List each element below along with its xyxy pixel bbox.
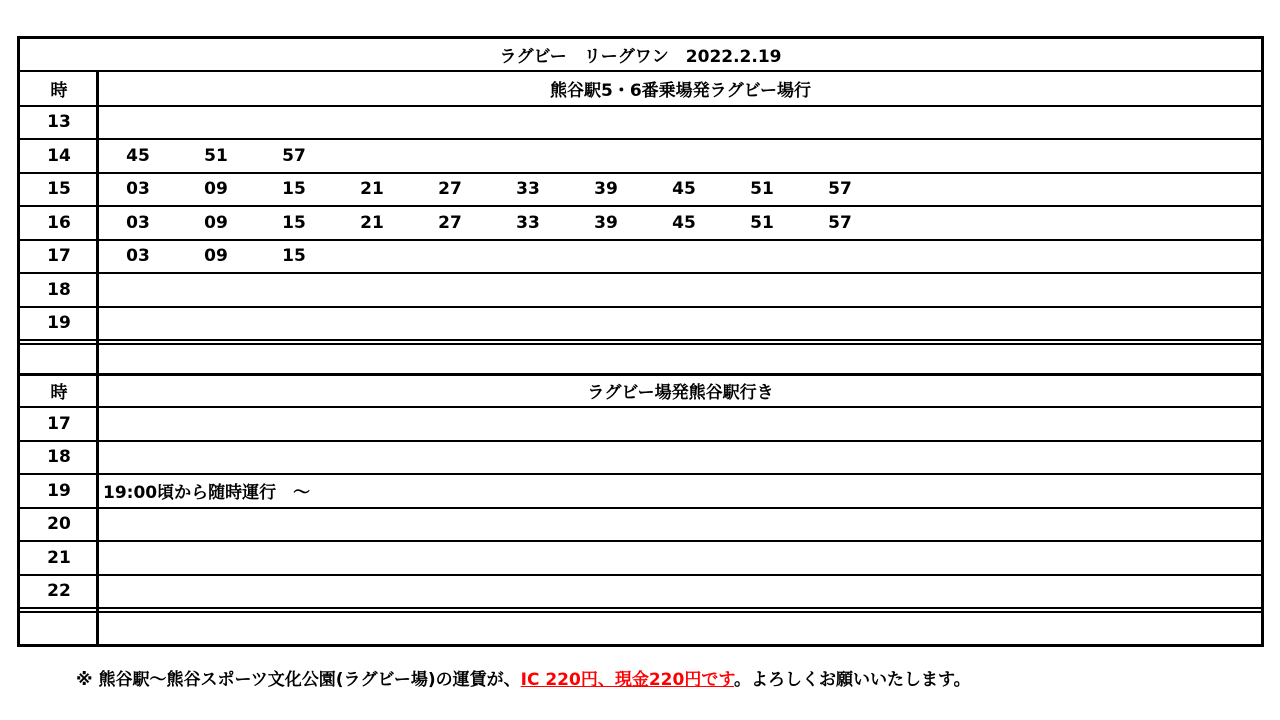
table-row	[20, 441, 1261, 475]
section-header-return: ラグビー場発熊谷駅行き	[587, 382, 774, 403]
note-cell	[100, 407, 1261, 441]
hour-cell: 22	[47, 581, 71, 602]
hour-cell: 18	[47, 447, 71, 468]
service-note: 19:00頃から随時運行 ～	[103, 483, 311, 504]
departure-minute: 45	[672, 212, 696, 233]
table-row	[20, 541, 1261, 575]
table-row	[20, 407, 1261, 441]
note-cell	[100, 541, 1261, 575]
departure-minute: 27	[438, 212, 462, 233]
divider	[20, 339, 1261, 341]
hour-cell: 20	[47, 514, 71, 535]
departure-minute: 09	[204, 246, 228, 267]
departure-minute: 09	[204, 179, 228, 200]
departure-minute: 33	[516, 212, 540, 233]
hour-cell: 16	[47, 212, 71, 233]
departure-minute: 03	[126, 246, 150, 267]
departure-minute: 45	[126, 145, 150, 166]
table-row	[20, 240, 1261, 274]
spacer-row	[20, 612, 1261, 642]
hour-cell: 14	[47, 145, 71, 166]
hour-header: 時	[50, 382, 68, 403]
fare-note-suffix: 。よろしくお願いいたします。	[733, 670, 971, 690]
departure-minute: 15	[282, 212, 306, 233]
departure-minute: 57	[282, 145, 306, 166]
departure-minute: 39	[594, 179, 618, 200]
departure-minute: 27	[438, 179, 462, 200]
departure-minute: 03	[126, 179, 150, 200]
minutes-cell	[100, 173, 1261, 207]
fare-note-prefix: ※ 熊谷駅～熊谷スポーツ文化公園(ラグビー場)の運賃が、	[76, 670, 521, 690]
departure-minute: 57	[828, 212, 852, 233]
minutes-cell	[100, 240, 1261, 274]
timetable-sheet	[17, 36, 1264, 647]
table-row	[20, 307, 1261, 341]
hour-cell: 17	[47, 246, 71, 267]
section-header-return-row	[20, 374, 1261, 408]
departure-minute: 45	[672, 179, 696, 200]
departure-minute: 15	[282, 179, 306, 200]
departure-minute: 51	[204, 145, 228, 166]
minutes-cell	[100, 139, 1261, 173]
table-row	[20, 173, 1261, 207]
table-row	[20, 139, 1261, 173]
timetable-title: ラグビー リーグワン 2022.2.19	[499, 47, 782, 67]
minutes-cell	[100, 273, 1261, 307]
departure-minute: 57	[828, 179, 852, 200]
table-row	[20, 273, 1261, 307]
section-header-departure-row	[20, 72, 1261, 106]
departure-minute: 15	[282, 246, 306, 267]
departure-minute: 33	[516, 179, 540, 200]
departure-minute: 21	[360, 212, 384, 233]
hour-cell: 21	[47, 547, 71, 568]
hour-cell: 13	[47, 112, 71, 133]
departure-minute: 51	[750, 179, 774, 200]
note-cell	[100, 508, 1261, 542]
hour-cell: 15	[47, 179, 71, 200]
departure-minute: 39	[594, 212, 618, 233]
note-cell	[100, 474, 1261, 508]
note-cell	[100, 575, 1261, 609]
departure-minute: 51	[750, 212, 774, 233]
departure-minute: 03	[126, 212, 150, 233]
table-row	[20, 206, 1261, 240]
fare-note-highlight: IC 220円、現金220円です	[520, 670, 734, 690]
table-row	[20, 106, 1261, 140]
table-row	[20, 474, 1261, 508]
hour-cell: 18	[47, 279, 71, 300]
table-row	[20, 508, 1261, 542]
minutes-cell	[100, 206, 1261, 240]
minutes-cell	[100, 307, 1261, 341]
minutes-cell	[100, 106, 1261, 140]
table-row	[20, 575, 1261, 609]
hour-cell: 17	[47, 413, 71, 434]
fare-note	[76, 665, 971, 690]
spacer-row	[20, 344, 1261, 374]
departure-minute: 09	[204, 212, 228, 233]
hour-cell: 19	[47, 313, 71, 334]
hour-cell: 19	[47, 480, 71, 501]
departure-minute: 21	[360, 179, 384, 200]
divider	[20, 607, 1261, 609]
note-cell	[100, 441, 1261, 475]
section-header-departure: 熊谷駅5・6番乗場発ラグビー場行	[550, 81, 811, 102]
hour-header: 時	[50, 81, 68, 102]
